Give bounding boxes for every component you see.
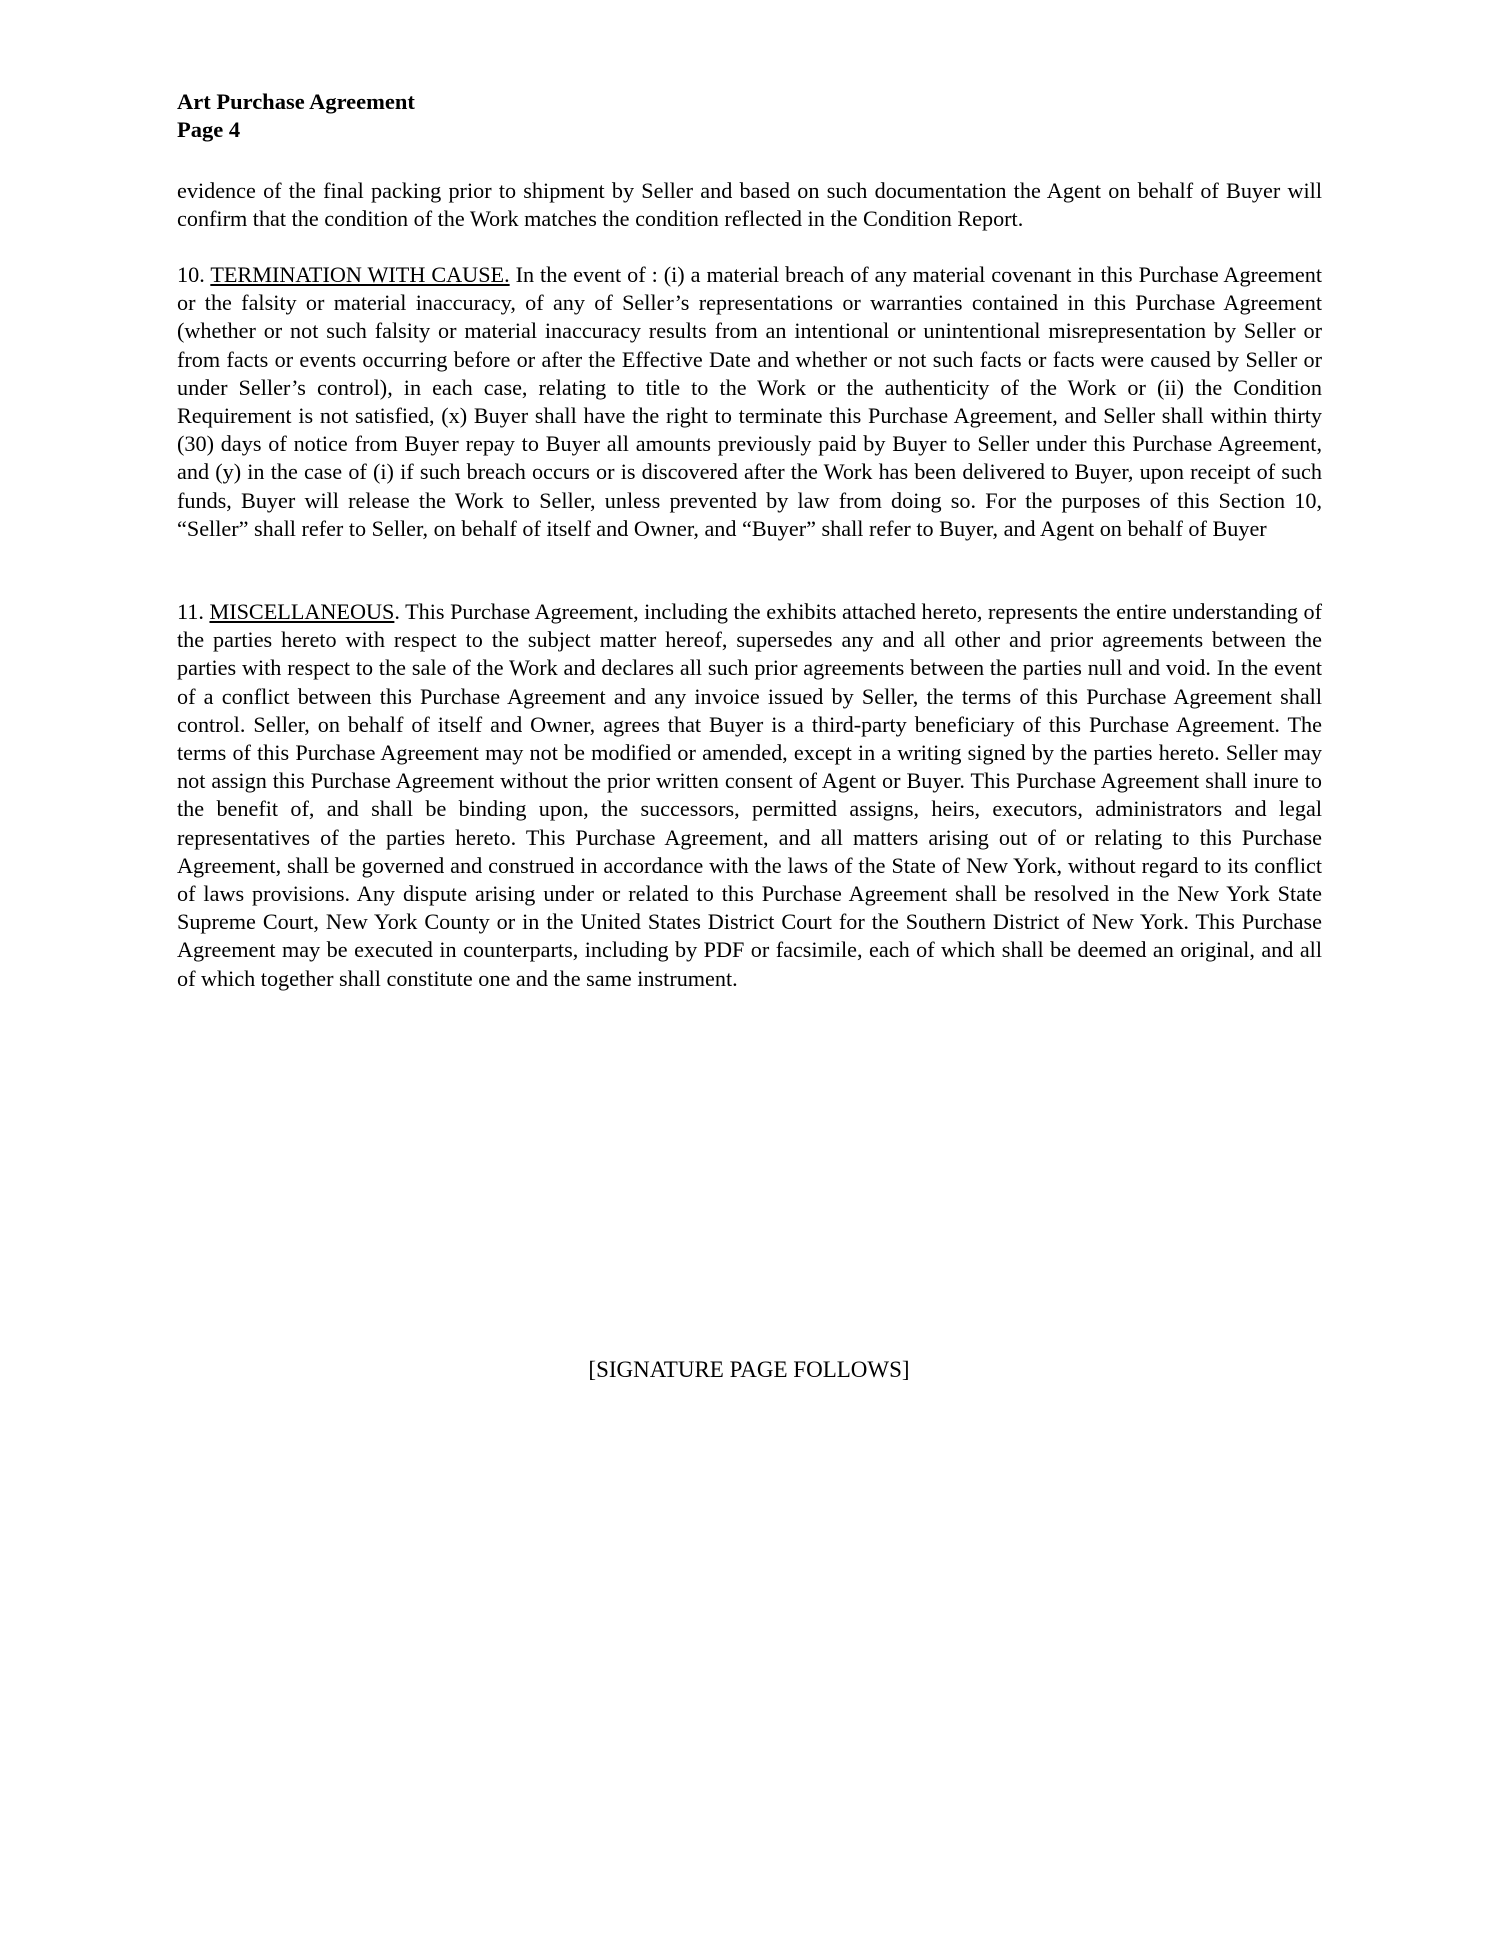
continuation-text: evidence of the final packing prior to shipment by Seller and based on such documentation the Agent on behalf of Buyer will confirm that the condition of the Work matches the condition reflected in the Condition Report. <box>177 178 1322 232</box>
section-10-number: 10. <box>177 262 211 287</box>
section-11-heading: MISCELLANEOUS <box>209 599 395 624</box>
document-title: Art Purchase Agreement <box>177 89 415 114</box>
section-10-paragraph <box>177 261 1322 543</box>
section-11-body: . This Purchase Agreement, including the exhibits attached hereto, represents the entire understanding of the parties hereto with respect to the subject matter hereof, supersedes any and all other and prior agreements between the parties with respect to the sale of the Work and declares all such prior agreements between the parties null and void. In the event of a conflict between this Purchase Agreement and any invoice issued by Seller, the terms of this Purchase Agreement shall control. Seller, on behalf of itself and Owner, agrees that Buyer is a third-party beneficiary of this Purchase Agreement. The terms of this Purchase Agreement may not be modified or amended, except in a writing signed by the parties hereto. Seller may not assign this Purchase Agreement without the prior written consent of Agent or Buyer. This Purchase Agreement shall inure to the benefit of, and shall be binding upon, the successors, permitted assigns, heirs, executors, administrators and legal representatives of the parties hereto. This Purchase Agreement, and all matters arising out of or relating to this Purchase Agreement, shall be governed and construed in accordance with the laws of the State of New York, without regard to its conflict of laws provisions. Any dispute arising under or related to this Purchase Agreement shall be resolved in the New York State Supreme Court, New York County or in the United States District Court for the Southern District of New York. This Purchase Agreement may be executed in counterparts, including by PDF or facsimile, each of which shall be deemed an original, and all of which together shall constitute one and the same instrument. <box>177 599 1322 991</box>
section-11-paragraph <box>177 598 1322 993</box>
signature-page-note: [SIGNATURE PAGE FOLLOWS] <box>588 1357 910 1382</box>
section-10-body: In the event of : (i) a material breach of any material covenant in this Purchase Agreement or the falsity or material inaccuracy, of any of Seller’s representations or warranties contained in this Purchase Agreement (whether or not such falsity or material inaccuracy results from an intentional or unintentional misrepresentation by Seller or from facts or events occurring before or after the Effective Date and whether or not such facts or facts were caused by Seller or under Seller’s control), in each case, relating to title to the Work or the authenticity of the Work or (ii) the Condition Requirement is not satisfied, (x) Buyer shall have the right to terminate this Purchase Agreement, and Seller shall within thirty (30) days of notice from Buyer repay to Buyer all amounts previously paid by Buyer to Seller under this Purchase Agreement, and (y) in the case of (i) if such breach occurs or is discovered after the Work has been delivered to Buyer, upon receipt of such funds, Buyer will release the Work to Seller, unless prevented by law from doing so. For the purposes of this Section 10, “Seller” shall refer to Seller, on behalf of itself and Owner, and “Buyer” shall refer to Buyer, and Agent on behalf of Buyer <box>177 262 1322 541</box>
page-number: Page 4 <box>177 117 241 142</box>
page-header <box>177 88 415 144</box>
section-11-number: 11. <box>177 599 210 624</box>
continuation-paragraph <box>177 177 1322 233</box>
section-10-heading: TERMINATION WITH CAUSE. <box>210 262 510 287</box>
